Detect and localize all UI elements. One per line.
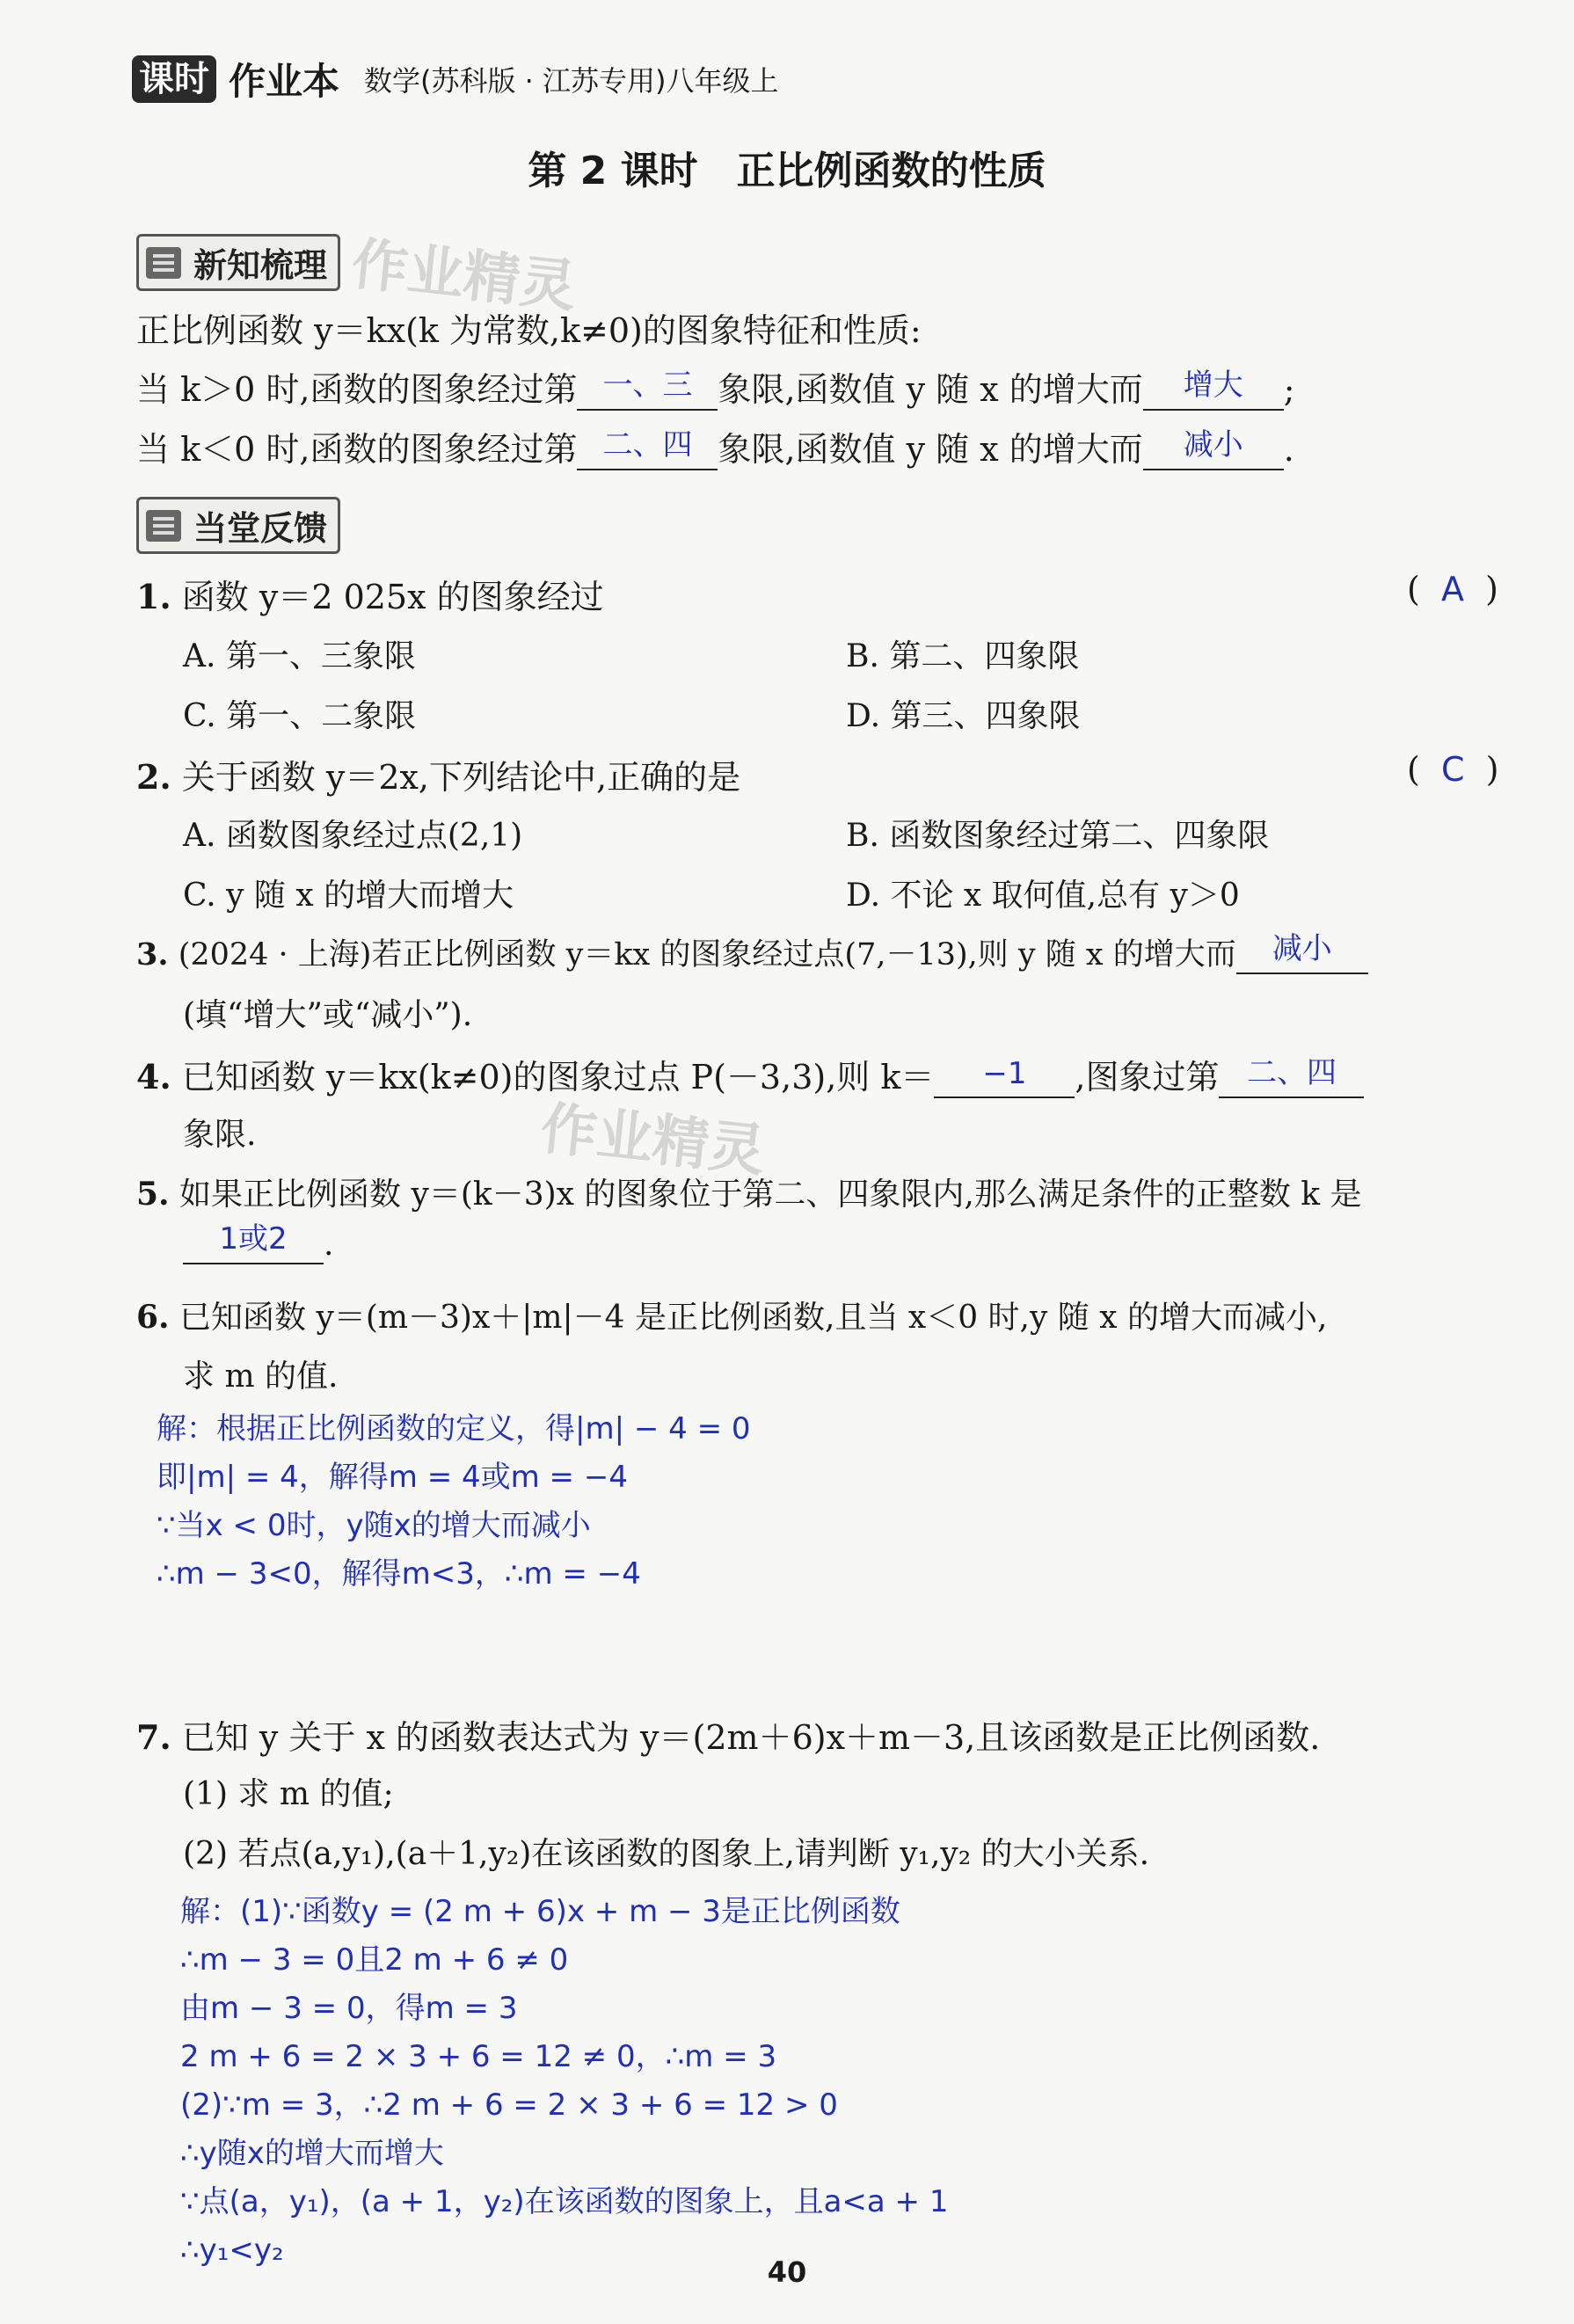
q6-line2: 求 m 的值. bbox=[183, 1359, 339, 1395]
section1-intro: 正比例函数 y＝kx(k 为常数,k≠0)的图象特征和性质: bbox=[136, 311, 922, 350]
q7-sub1: (1) 求 m 的值; bbox=[183, 1776, 394, 1812]
q1-option-a: A. 第一、三象限 bbox=[183, 638, 416, 674]
watermark: 作业精灵 bbox=[348, 231, 579, 321]
q7-sol-line: ∴m − 3 = 0且2 m + 6 ≠ 0 bbox=[180, 1942, 569, 1978]
q6-sol-line: 即|m| = 4，解得m = 4或m = −4 bbox=[157, 1460, 628, 1495]
q4-line2: 象限. bbox=[183, 1117, 257, 1153]
q3-stem: 3. (2024 · 上海)若正比例函数 y＝kx 的图象经过点(7,－13),则 y 随 x 的增大而 减小 bbox=[136, 930, 1368, 974]
section-tag-feedback bbox=[136, 497, 340, 554]
section-label: 新知梳理 bbox=[193, 246, 328, 285]
q2-option-a: A. 函数图象经过点(2,1) bbox=[183, 818, 523, 854]
q7-sol-line: 解：(1)∵函数y = (2 m + 6)x + m − 3是正比例函数 bbox=[180, 1894, 900, 1929]
page-title: 第 2 课时 正比例函数的性质 bbox=[528, 149, 1046, 193]
q1-option-c: C. 第一、二象限 bbox=[183, 698, 417, 734]
q5-stem: 5. 如果正比例函数 y＝(k－3)x 的图象位于第二、四象限内,那么满足条件的正整数 k 是 bbox=[136, 1176, 1362, 1213]
subject-label: 数学(苏科版 · 江苏专用)八年级上 bbox=[364, 64, 779, 98]
q5-answer-line: 1或2 . bbox=[183, 1227, 333, 1264]
q2-stem: 2. 关于函数 y＝2x,下列结论中,正确的是 bbox=[136, 757, 741, 797]
q7-sub2: (2) 若点(a,y₁),(a＋1,y₂)在该函数的图象上,请判断 y₁,y₂ 的大小关系. bbox=[183, 1836, 1150, 1872]
q4-stem: 4. 已知函数 y＝kx(k≠0)的图象过点 P(－3,3),则 k＝ −1 ,图象过第 二、四 bbox=[136, 1050, 1364, 1098]
section-tag-new-knowledge bbox=[136, 234, 340, 291]
q7-sol-line: ∴y₁<y₂ bbox=[180, 2233, 284, 2268]
brand-logo: 课时 bbox=[132, 55, 216, 103]
watermark-center: 作业精灵 bbox=[537, 1096, 769, 1185]
section-label: 当堂反馈 bbox=[193, 509, 328, 548]
q3-line2: (填“增大”或“减小”). bbox=[183, 997, 473, 1033]
q7-stem: 7. 已知 y 关于 x 的函数表达式为 y＝(2m＋6)x＋m－3,且该函数是正比例函数. bbox=[136, 1717, 1321, 1757]
section1-line1: 当 k＞0 时,函数的图象经过第 一、三 象限,函数值 y 随 x 的增大而 增大 ; bbox=[136, 368, 1295, 409]
q7-sol-line: (2)∵m = 3，∴2 m + 6 = 2 × 3 + 6 = 12 > 0 bbox=[180, 2087, 838, 2123]
book-name: 作业本 bbox=[229, 60, 340, 103]
q1-stem: 1. 函数 y＝2 025x 的图象经过 bbox=[136, 577, 604, 616]
q1-answer: ( A ) bbox=[1407, 570, 1498, 608]
q2-option-d: D. 不论 x 取何值,总有 y＞0 bbox=[846, 878, 1240, 914]
q2-option-c: C. y 随 x 的增大而增大 bbox=[183, 878, 514, 914]
q6-sol-line: ∴m − 3<0，解得m<3，∴m = −4 bbox=[157, 1556, 641, 1592]
q6-sol-line: ∵当x < 0时，y随x的增大而减小 bbox=[157, 1508, 591, 1543]
blank-quadrants-neg: 二、四 bbox=[577, 430, 718, 470]
section1-line2: 当 k＜0 时,函数的图象经过第 二、四 象限,函数值 y 随 x 的增大而 减小 . bbox=[136, 427, 1294, 469]
blank-q4-quadrants: 二、四 bbox=[1219, 1058, 1364, 1098]
blank-q3: 减小 bbox=[1236, 937, 1368, 974]
q6-sol-line: 解：根据正比例函数的定义，得|m| − 4 = 0 bbox=[157, 1411, 751, 1446]
blank-trend-neg: 减小 bbox=[1143, 430, 1284, 470]
notebook-icon bbox=[146, 247, 181, 279]
blank-q4-k: −1 bbox=[934, 1058, 1075, 1098]
q7-sol-line: 2 m + 6 = 2 × 3 + 6 = 12 ≠ 0，∴m = 3 bbox=[180, 2039, 777, 2074]
blank-quadrants-pos: 一、三 bbox=[577, 370, 718, 411]
q7-sol-line: ∵点(a，y₁)，(a + 1，y₂)在该函数的图象上，且a<a + 1 bbox=[180, 2184, 949, 2219]
blank-trend-pos: 增大 bbox=[1143, 370, 1284, 411]
q1-option-d: D. 第三、四象限 bbox=[846, 698, 1081, 734]
header bbox=[132, 53, 779, 106]
pencil-icon bbox=[146, 510, 181, 542]
q6-solution bbox=[157, 1405, 751, 1599]
q7-sol-line: 由m − 3 = 0，得m = 3 bbox=[180, 1991, 518, 2026]
q2-answer: ( C ) bbox=[1407, 750, 1499, 789]
q1-option-b: B. 第二、四象限 bbox=[846, 638, 1080, 674]
q7-solution bbox=[180, 1888, 949, 2275]
blank-q5: 1或2 bbox=[183, 1227, 324, 1264]
q6-stem: 6. 已知函数 y＝(m－3)x＋|m|－4 是正比例函数,且当 x＜0 时,y 随 x 的增大而减小, bbox=[136, 1299, 1328, 1336]
q7-sol-line: ∴y随x的增大而增大 bbox=[180, 2136, 444, 2171]
q2-option-b: B. 函数图象经过第二、四象限 bbox=[846, 818, 1270, 854]
page-number: 40 bbox=[767, 2255, 807, 2289]
